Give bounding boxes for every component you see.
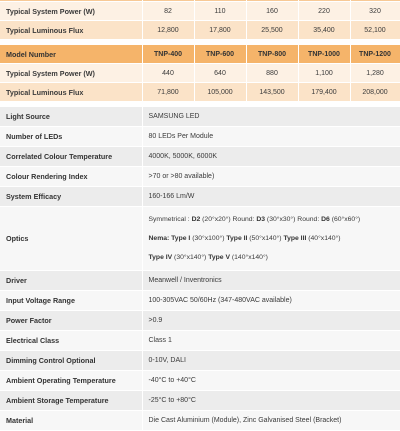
optics-symmetrical-line	[149, 210, 400, 229]
spec-value: -25°C to +80°C	[142, 391, 400, 411]
spec-label: Optics	[0, 207, 142, 271]
spec-value: >70 or >80 available)	[142, 167, 400, 187]
optics-type: D2	[192, 216, 201, 223]
model-name: TNP-600	[194, 45, 246, 64]
cell-value: 52,100	[350, 21, 400, 40]
cell-value: 110	[194, 2, 246, 21]
cell-value: 35,400	[298, 21, 350, 40]
cell-value: 880	[246, 64, 298, 83]
cell-value: 143,500	[246, 83, 298, 102]
spec-label: Material	[0, 411, 142, 431]
spec-row-efficacy	[0, 187, 400, 207]
spec-label: Number of LEDs	[0, 127, 142, 147]
cell-value: 1,100	[298, 64, 350, 83]
optics-type-iv-v-line	[149, 248, 400, 267]
spec-row-driver	[0, 271, 400, 291]
spec-value: Die Cast Aluminium (Module), Zinc Galvanised Steel (Bracket)	[142, 411, 400, 431]
optics-type: Type V	[208, 254, 230, 261]
spec-row-optics	[0, 207, 400, 271]
spec-value: SAMSUNG LED	[142, 107, 400, 127]
general-specs-table	[0, 107, 400, 431]
spec-value: Class 1	[142, 331, 400, 351]
row-label: Typical System Power (W)	[0, 64, 142, 83]
model-name: TNP-1000	[298, 45, 350, 64]
cell-value: 1,280	[350, 64, 400, 83]
spec-row-power-factor	[0, 311, 400, 331]
spec-value: 100-305VAC 50/60Hz (347-480VAC available)	[142, 291, 400, 311]
spec-value: Meanwell / Inventronics	[142, 271, 400, 291]
spec-label: Correlated Colour Temperature	[0, 147, 142, 167]
cell-value: 17,800	[194, 21, 246, 40]
optics-type: D6	[321, 216, 330, 223]
cell-value: 208,000	[350, 83, 400, 102]
cell-value: 25,500	[246, 21, 298, 40]
optics-type: Nema: Type I	[149, 235, 191, 242]
spec-label: Electrical Class	[0, 331, 142, 351]
spec-label: Dimming Control Optional	[0, 351, 142, 371]
optics-type: Type IV	[149, 254, 173, 261]
optics-values	[142, 207, 400, 271]
optics-text: (20°x20°) Round:	[200, 216, 256, 223]
spec-label: Colour Rendering Index	[0, 167, 142, 187]
spec-row-input-voltage	[0, 291, 400, 311]
spec-value: >0.9	[142, 311, 400, 331]
spec-row-operating-temp	[0, 371, 400, 391]
cell-value: 179,400	[298, 83, 350, 102]
cell-value: 440	[142, 64, 194, 83]
spec-row-storage-temp	[0, 391, 400, 411]
model-header-row	[0, 45, 400, 64]
row-label: Typical System Power (W)	[0, 2, 142, 21]
table-row	[0, 2, 400, 21]
spec-value: 0-10V, DALI	[142, 351, 400, 371]
cell-value: 640	[194, 64, 246, 83]
cell-value: 220	[298, 2, 350, 21]
cell-value: 12,800	[142, 21, 194, 40]
optics-text: (30°x140°)	[172, 254, 208, 261]
optics-text: (30°x30°) Round:	[265, 216, 321, 223]
spec-label: Input Voltage Range	[0, 291, 142, 311]
spec-label: Ambient Operating Temperature	[0, 371, 142, 391]
spec-row-material	[0, 411, 400, 431]
spec-label: System Efficacy	[0, 187, 142, 207]
table-row	[0, 64, 400, 83]
spec-label: Ambient Storage Temperature	[0, 391, 142, 411]
spec-row-light-source	[0, 107, 400, 127]
table-row	[0, 21, 400, 40]
model-specs-table	[0, 0, 400, 107]
optics-type: Type II	[226, 235, 247, 242]
spec-value: -40°C to +40°C	[142, 371, 400, 391]
optics-text: (30°x100°)	[190, 235, 226, 242]
model-name: TNP-800	[246, 45, 298, 64]
spec-row-electrical-class	[0, 331, 400, 351]
table-row	[0, 83, 400, 102]
row-label: Typical Luminous Flux	[0, 21, 142, 40]
cell-value: 71,800	[142, 83, 194, 102]
optics-text: (50°x140°)	[247, 235, 283, 242]
spec-value: 4000K, 5000K, 6000K	[142, 147, 400, 167]
spec-value: 160-166 Lm/W	[142, 187, 400, 207]
spec-value: 80 LEDs Per Module	[142, 127, 400, 147]
spec-label: Light Source	[0, 107, 142, 127]
cell-value: 320	[350, 2, 400, 21]
optics-nema-line	[149, 229, 400, 248]
optics-text: Symmetrical :	[149, 216, 192, 223]
spec-row-cri	[0, 167, 400, 187]
spec-label: Driver	[0, 271, 142, 291]
optics-type: D3	[256, 216, 265, 223]
cell-value: 160	[246, 2, 298, 21]
spec-row-cct	[0, 147, 400, 167]
spec-row-number-of-leds	[0, 127, 400, 147]
spec-row-dimming	[0, 351, 400, 371]
optics-type: Type III	[283, 235, 306, 242]
model-number-label: Model Number	[0, 45, 142, 64]
cell-value: 105,000	[194, 83, 246, 102]
row-label: Typical Luminous Flux	[0, 83, 142, 102]
optics-text: (40°x140°)	[306, 235, 340, 242]
cell-value: 82	[142, 2, 194, 21]
model-name: TNP-1200	[350, 45, 400, 64]
optics-text: (60°x60°)	[330, 216, 360, 223]
spec-label: Power Factor	[0, 311, 142, 331]
optics-text: (140°x140°)	[230, 254, 268, 261]
model-name: TNP-400	[142, 45, 194, 64]
